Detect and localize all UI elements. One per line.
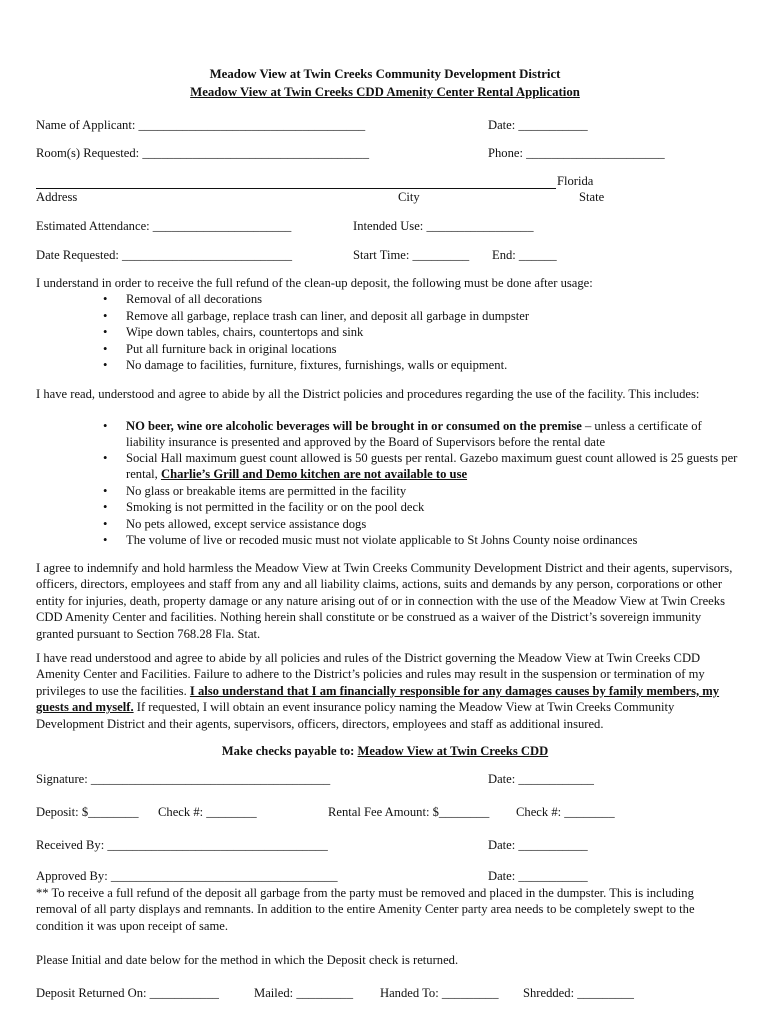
payee-name: Meadow View at Twin Creeks CDD: [357, 744, 549, 758]
address-label: Address: [36, 190, 78, 204]
list-item: • Remove all garbage, replace trash can liner, and deposit all garbage in dumpster: [103, 309, 530, 323]
list-item: • No glass or breakable items are permitted in the facility: [103, 484, 407, 498]
handed-to-field[interactable]: Handed To: _________: [380, 986, 499, 1000]
list-item: • Social Hall maximum guest count allowed is 50 guests per rental. Gazebo maximum guest count allowed is 25 guests per rental, Charlie’s Grill and Demo kitchen are not available to use: [103, 451, 738, 482]
city-label: City: [398, 190, 420, 204]
deposit-returned-field[interactable]: Deposit Returned On: ___________: [36, 986, 219, 1000]
start-time-field[interactable]: Start Time: _________: [353, 248, 470, 262]
rules-paragraph: I have read understood and agree to abide by all policies and rules of the District governing the Meadow View at Twin Creeks CDD Amenity Center and Facilities. Failure to adhere to the District’s policies and rules may result in the suspension or termination of my privileges to use the facilities. I also understand that I am financially responsible for any damages causes by family members, my guests and myself. If requested, I will obtain an event insurance policy naming the Meadow View at Twin Creeks Community Development District and their agents, supervisors, officers, directors, employees and staff as additional insured.: [36, 651, 720, 731]
mailed-field[interactable]: Mailed: _________: [254, 986, 353, 1000]
rental-check-field[interactable]: Check #: ________: [516, 805, 615, 819]
state-label: State: [579, 190, 605, 204]
date-field[interactable]: Date: ___________: [488, 118, 588, 132]
list-item: • No damage to facilities, furniture, fixtures, furnishings, walls or equipment.: [103, 358, 508, 372]
list-item: • No pets allowed, except service assistance dogs: [103, 517, 367, 531]
list-item: • NO beer, wine ore alcoholic beverages will be brought in or consumed on the premise – unless a certificate of liability insurance is presented and approved by the Board of Supervisors before the rental date: [103, 419, 702, 450]
deposit-field[interactable]: Deposit: $________: [36, 805, 139, 819]
refund-note: ** To receive a full refund of the deposit all garbage from the party must be removed and placed in the dumpster. This is including removal of all party displays and remnants. In addition to the entire Amenity Center party area needs to be completely swept to the condition it was upon receipt of same.: [36, 886, 695, 933]
received-by-field[interactable]: Received By: ___________________________________: [36, 838, 328, 852]
policies-intro: I have read, understood and agree to abide by all the District policies and procedures regarding the use of the facility. This includes:: [36, 387, 700, 401]
indemnify-paragraph: I agree to indemnify and hold harmless the Meadow View at Twin Creeks Community Development District and their agents, supervisors, officers, directors, employees and staff from any and all liability claims, actions, suits and demands by any person, corporations or other entity for injuries, death, property damage or any nature arising out of or in connection with the use of the Meadow View at Twin Creeks CDD Amenity Center and facilities. Nothing herein shall constitute or be construed as a waiver of the District’s sovereign immunity granted pursuant to Section 768.28 Fla. Stat.: [36, 561, 733, 641]
attendance-field[interactable]: Estimated Attendance: ______________________: [36, 219, 292, 233]
list-item: • Put all furniture back in original locations: [103, 342, 337, 356]
shredded-field[interactable]: Shredded: _________: [523, 986, 634, 1000]
phone-field[interactable]: Phone: ______________________: [488, 146, 665, 160]
approved-date-field[interactable]: Date: ___________: [488, 869, 588, 883]
received-date-field[interactable]: Date: ___________: [488, 838, 588, 852]
initial-instruction: Please Initial and date below for the method in which the Deposit check is returned.: [36, 953, 459, 967]
list-item: • Smoking is not permitted in the facility or on the pool deck: [103, 500, 425, 514]
end-time-field[interactable]: End: ______: [492, 248, 557, 262]
signature-date-field[interactable]: Date: ____________: [488, 772, 594, 786]
alcohol-rule: NO beer, wine ore alcoholic beverages will be brought in or consumed on the premise: [126, 419, 582, 433]
list-item: • Removal of all decorations: [103, 292, 263, 306]
signature-field[interactable]: Signature: ______________________________________: [36, 772, 331, 786]
state-value: Florida: [557, 174, 594, 188]
address-line[interactable]: [36, 188, 556, 189]
date-requested-field[interactable]: Date Requested: ___________________________: [36, 248, 293, 262]
deposit-check-field[interactable]: Check #: ________: [158, 805, 257, 819]
district-title: Meadow View at Twin Creeks Community Development District: [209, 67, 561, 81]
grill-notice: Charlie’s Grill and Demo kitchen are not available to use: [160, 467, 468, 482]
payable-line: Make checks payable to: Meadow View at Twin Creeks CDD: [221, 744, 549, 758]
financial-responsibility: I also understand that I am financially responsible for any damages causes by family members, my guests and myself.: [36, 683, 720, 715]
rental-fee-field[interactable]: Rental Fee Amount: $________: [328, 805, 490, 819]
list-item: • Wipe down tables, chairs, countertops and sink: [103, 325, 364, 339]
list-item: • The volume of live or recoded music must not violate applicable to St Johns County noise ordinances: [103, 533, 638, 547]
intended-use-field[interactable]: Intended Use: _________________: [353, 219, 534, 233]
applicant-name-field[interactable]: Name of Applicant: ____________________________________: [36, 118, 366, 132]
application-title: Meadow View at Twin Creeks CDD Amenity Center Rental Application: [190, 85, 580, 99]
approved-by-field[interactable]: Approved By: ____________________________________: [36, 869, 338, 883]
rooms-requested-field[interactable]: Room(s) Requested: ____________________________________: [36, 146, 370, 160]
cleanup-intro: I understand in order to receive the full refund of the clean-up deposit, the following must be done after usage:: [36, 276, 593, 290]
